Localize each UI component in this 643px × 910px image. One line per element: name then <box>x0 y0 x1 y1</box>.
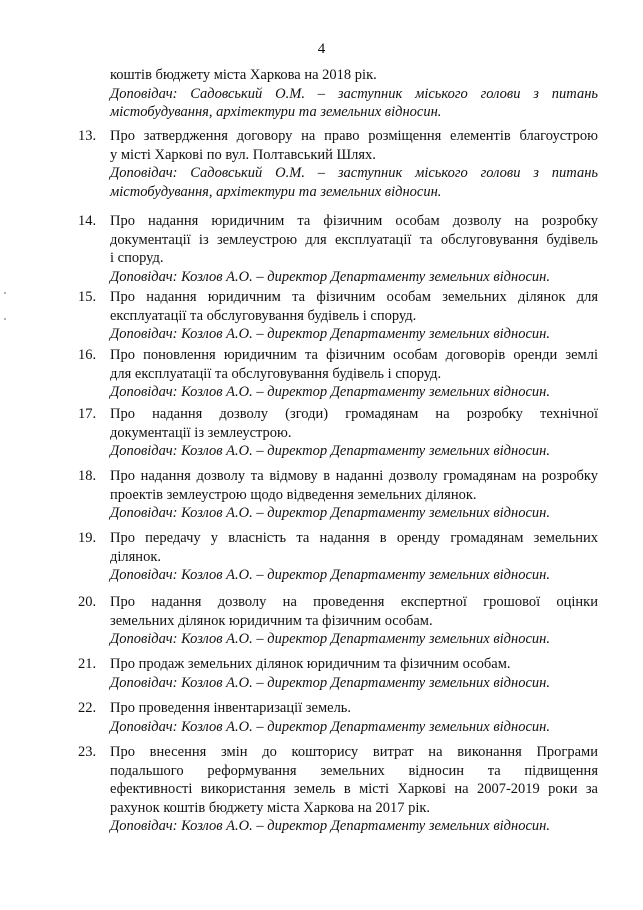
speaker-line: Доповідач: Садовський О.М. – заступник міського голови з питань <box>110 85 598 102</box>
item-title-line: Про надання юридичним та фізичним особам дозволу на розробку <box>110 213 598 229</box>
item-body <box>110 655 598 692</box>
item-number: 22. <box>78 700 97 716</box>
item-speaker <box>110 504 598 523</box>
item-number: 20. <box>78 594 97 610</box>
item-speaker <box>110 817 598 836</box>
item-title-line: Про передачу у власність та надання в оренду громадянам земельних <box>110 530 598 546</box>
item-title-line: Про внесення змін до кошторису витрат на виконання Програми <box>110 744 598 760</box>
item-title-line: Про надання дозволу та відмову в наданні дозволу громадянам на розробку <box>110 468 598 484</box>
speaker-line: Доповідач: Козлов А.О. – директор Департаменту земельних відносин. <box>110 674 550 691</box>
item-number: 18. <box>78 468 97 484</box>
item-title-line: Про затвердження договору на право розміщення елементів благоустрою <box>110 128 598 144</box>
item-speaker <box>110 325 598 344</box>
scan-artifact <box>4 318 6 320</box>
agenda-item <box>78 467 598 523</box>
speaker-line: містобудування, архітектури та земельних відносин. <box>110 104 442 120</box>
agenda-item <box>78 405 598 461</box>
item-number: 15. <box>78 289 97 305</box>
item-title-line: документації із землеустрою. <box>110 424 292 441</box>
speaker-line: Доповідач: Садовський О.М. – заступник міського голови з питань <box>110 165 598 181</box>
item-body <box>110 529 598 585</box>
agenda-item <box>78 127 598 201</box>
speaker-line: Доповідач: Козлов А.О. – директор Департаменту земельних відносин. <box>110 384 550 400</box>
speaker-line: Доповідач: Козлов А.О. – директор Департаменту земельних відносин. <box>110 326 550 342</box>
item-speaker <box>110 718 598 737</box>
item-number: 23. <box>78 744 97 760</box>
item-body <box>110 288 598 344</box>
item-title-line: проектів землеустрою щодо відведення земельних ділянок. <box>110 486 477 503</box>
speaker-line: Доповідач: Козлов А.О. – директор Департаменту земельних відносин. <box>110 268 550 285</box>
item-title-line: Про проведення інвентаризації земель. <box>110 700 352 716</box>
item-body <box>110 743 598 836</box>
item-title-line: ефективності використання земель в місті Харкові на 2007-2019 роки за <box>110 781 598 797</box>
page-number: 4 <box>317 41 326 57</box>
item-number: 13. <box>78 128 97 144</box>
item-title-line: для експлуатації та обслуговування будівель і споруд. <box>110 365 442 382</box>
item-title-line: Про поновлення юридичним та фізичним особам договорів оренди землі <box>110 347 598 363</box>
item-title-line: у місті Харкові по вул. Полтавський Шлях. <box>110 146 376 163</box>
item-speaker <box>110 268 598 287</box>
speaker-line: Доповідач: Козлов А.О. – директор Департаменту земельних відносин. <box>110 443 550 459</box>
item-title-line: земельних ділянок юридичним та фізичним особам. <box>110 612 433 629</box>
item-title-line: подальшого реформування земельних відносин та підвищення <box>110 762 598 779</box>
item-title-line: Про надання дозволу на проведення експертної грошової оцінки <box>110 594 598 610</box>
speaker-line: Доповідач: Козлов А.О. – директор Департаменту земельних відносин. <box>110 718 550 735</box>
item-number: 21. <box>78 656 97 672</box>
item-title-line: ділянок. <box>110 548 161 565</box>
item-title-line: рахунок коштів бюджету міста Харкова на 2017 рік. <box>110 799 431 816</box>
item-speaker <box>110 674 598 693</box>
item-title-line: і споруд. <box>110 250 164 266</box>
item-speaker <box>110 566 598 585</box>
item-speaker <box>110 164 598 201</box>
item-title-line: Про надання дозволу (згоди) громадянам на розробку технічної <box>110 406 598 422</box>
item-number: 17. <box>78 406 97 422</box>
agenda-item <box>78 699 598 736</box>
agenda-item <box>78 529 598 585</box>
speaker-line: містобудування, архітектури та земельних відносин. <box>110 183 442 200</box>
item-speaker <box>110 383 598 402</box>
item-body <box>110 593 598 649</box>
agenda-item <box>78 288 598 344</box>
agenda-item <box>78 346 598 402</box>
item-body <box>110 212 598 286</box>
speaker-line: Доповідач: Козлов А.О. – директор Департаменту земельних відносин. <box>110 631 550 647</box>
speaker-line: Доповідач: Козлов А.О. – директор Департаменту земельних відносин. <box>110 505 550 521</box>
agenda-item <box>78 655 598 692</box>
agenda-item <box>78 743 598 836</box>
item-number: 16. <box>78 347 97 363</box>
speaker-line: Доповідач: Козлов А.О. – директор Департаменту земельних відносин. <box>110 818 550 834</box>
item-body <box>110 127 598 201</box>
intro-text: коштів бюджету міста Харкова на 2018 рік. <box>110 67 377 83</box>
item-body <box>110 346 598 402</box>
item-speaker <box>110 442 598 461</box>
agenda-item <box>78 212 598 286</box>
item-title-line: Про продаж земельних ділянок юридичним та фізичним особам. <box>110 656 511 672</box>
intro-speaker <box>110 85 598 122</box>
item-speaker <box>110 630 598 649</box>
item-body <box>110 699 598 736</box>
agenda-item <box>78 593 598 649</box>
item-title-line: документації із землеустрою для експлуатації та обслуговування будівель <box>110 231 598 248</box>
item-number: 14. <box>78 213 97 229</box>
speaker-line: Доповідач: Козлов А.О. – директор Департаменту земельних відносин. <box>110 567 550 583</box>
intro-continuation <box>110 66 598 122</box>
item-body <box>110 467 598 523</box>
item-number: 19. <box>78 530 97 546</box>
item-title-line: експлуатації та обслуговування будівель і споруд. <box>110 307 417 324</box>
scan-artifact <box>4 292 6 294</box>
item-title-line: Про надання юридичним та фізичним особам земельних ділянок для <box>110 289 598 305</box>
item-body <box>110 405 598 461</box>
